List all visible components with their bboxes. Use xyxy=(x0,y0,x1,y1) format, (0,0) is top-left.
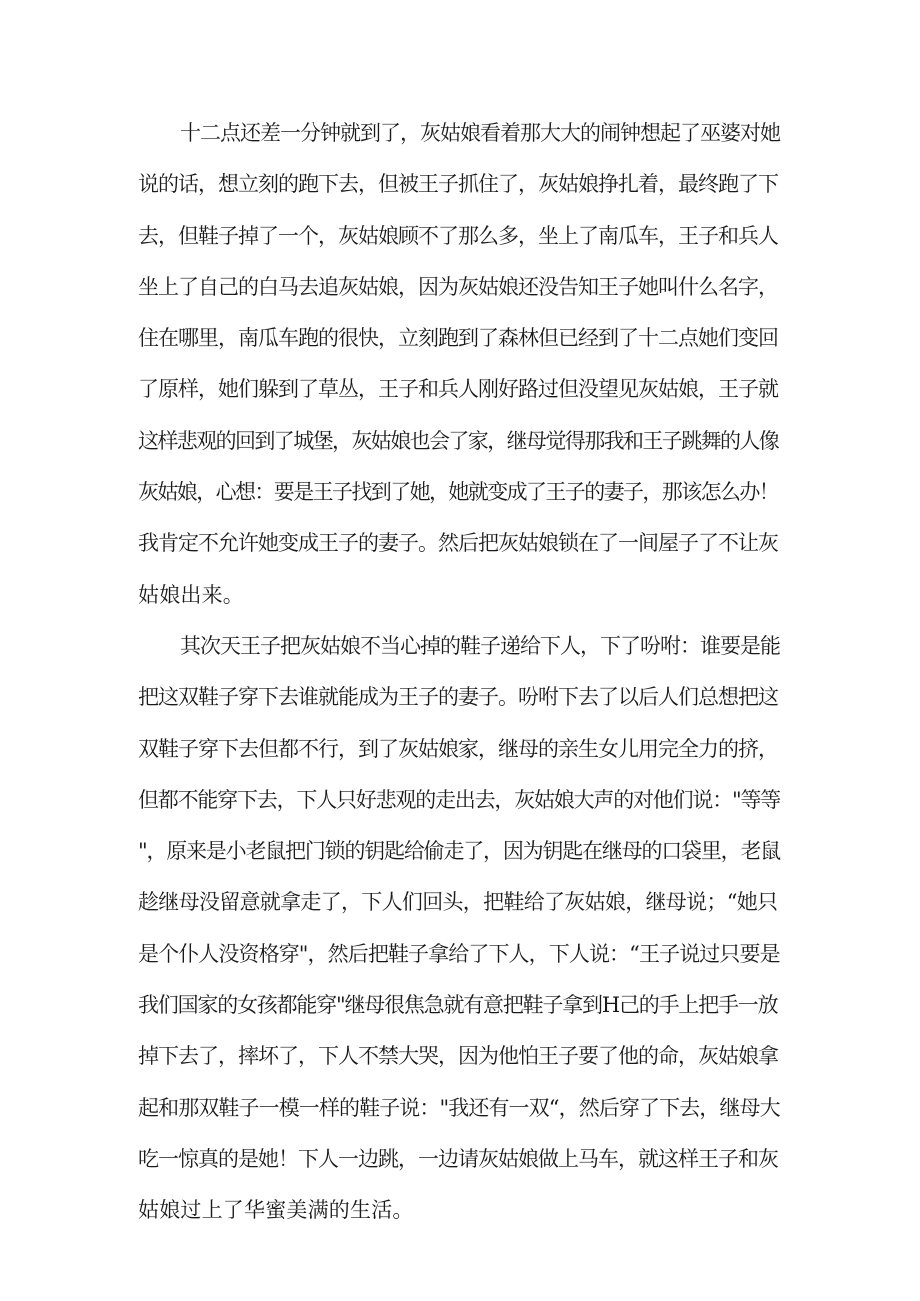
text-line: 姑娘出来。 xyxy=(138,582,244,607)
text-line: 说的话，想立刻的跑下去，但被王子抓住了，灰姑娘挣扎着，最终跑了下 xyxy=(138,172,778,197)
text-line: 我肯定不允许她变成王子的妻子。然后把灰姑娘锁在了一间屋子了不让灰 xyxy=(138,531,778,556)
document-page xyxy=(138,108,780,1237)
text-line: 吃一惊真的是她！下人一边跳，一边请灰姑娘做上马车，就这样王子和灰 xyxy=(138,1146,778,1171)
text-line: 是个仆人没资格穿"，然后把鞋子拿给了下人，下人说：“王子说过只要是 xyxy=(138,941,780,966)
paragraph-2 xyxy=(138,621,780,1237)
text-line: 把这双鞋子穿下去谁就能成为王子的妻子。吩咐下去了以后人们总想把这 xyxy=(138,685,778,710)
text-line: 其次天王子把灰姑娘不当心掉的鞋子递给下人，下了吩咐：谁要是能 xyxy=(180,633,780,658)
text-line: "，原来是小老鼠把门锁的钥匙给偷走了，因为钥匙在继母的口袋里，老鼠 xyxy=(138,839,781,864)
paragraph-1 xyxy=(138,108,780,621)
text-line: 去，但鞋子掉了一个，灰姑娘顾不了那么多，坐上了南瓜车，王子和兵人 xyxy=(138,223,778,248)
text-line: 住在哪里，南瓜车跑的很快，立刻跑到了森林但已经到了十二点她们变回 xyxy=(138,326,778,351)
text-line: 趁继母没留意就拿走了，下人们回头，把鞋给了灰姑娘，继母说；“她只 xyxy=(138,890,778,915)
text-line: 但都不能穿下去，下人只好悲观的走出去，灰姑娘大声的对他们说："等等 xyxy=(138,787,781,812)
text-line: 姑娘过上了华蜜美满的生活。 xyxy=(138,1198,414,1223)
text-line: 起和那双鞋子一模一样的鞋子说："我还有一双“，然后穿了下去，继母大 xyxy=(138,1095,780,1120)
text-line: 坐上了自己的白马去追灰姑娘，因为灰姑娘还没告知王子她叫什么名字， xyxy=(138,274,778,299)
text-line: 了原样，她们躲到了草丛，王子和兵人刚好路过但没望见灰姑娘，王子就 xyxy=(138,377,778,402)
text-line: 掉下去了，摔坏了，下人不禁大哭，因为他怕王子要了他的命，灰姑娘拿 xyxy=(138,1044,778,1069)
text-line: 十二点还差一分钟就到了，灰姑娘看着那大大的闹钟想起了巫婆对她 xyxy=(180,121,780,145)
text-line: 双鞋子穿下去但都不行，到了灰姑娘家，继母的亲生女儿用完全力的挤， xyxy=(138,736,778,761)
text-line: 灰姑娘，心想：要是王子找到了她，她就变成了王子的妻子，那该怎么办！ xyxy=(138,480,779,505)
text-line: 这样悲观的回到了城堡，灰姑娘也会了家，继母觉得那我和王子跳舞的人像 xyxy=(138,428,779,453)
text-line: 我们国家的女孩都能穿"继母很焦急就有意把鞋子拿到H己的手上把手一放 xyxy=(138,993,778,1018)
